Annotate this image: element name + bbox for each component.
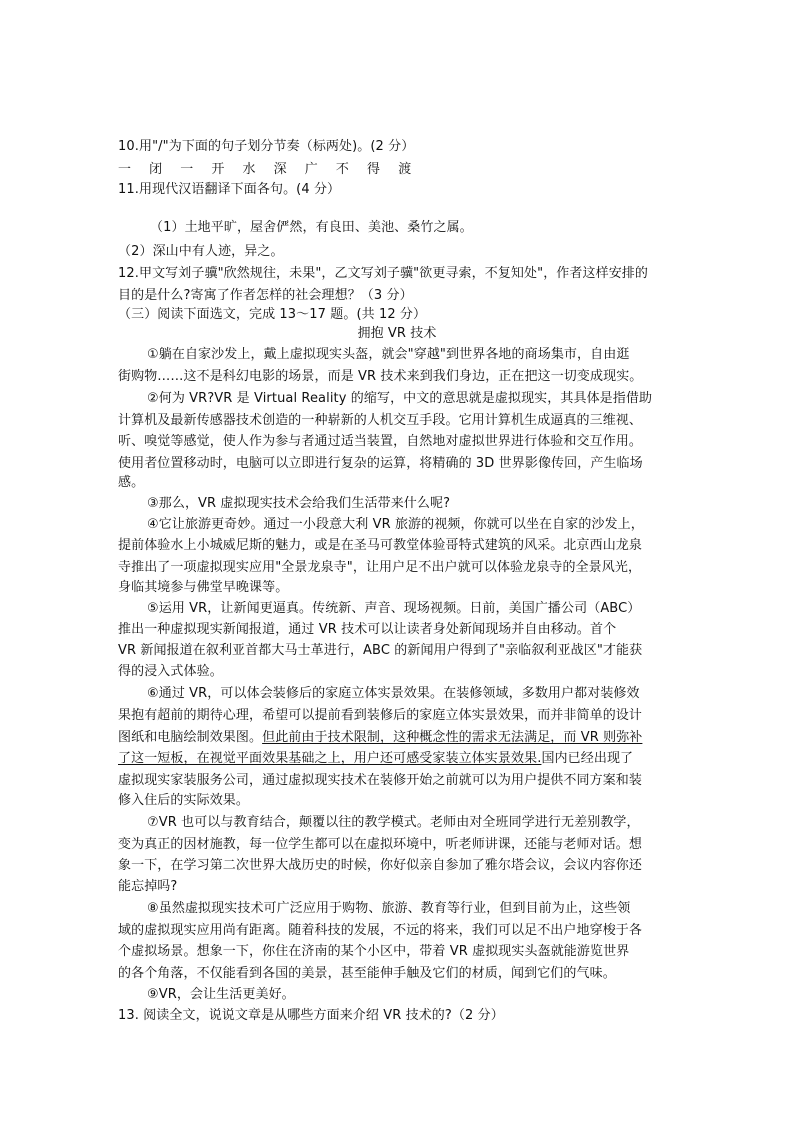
para6-line3-plain: 图纸和电脑绘制效果图。 <box>118 730 263 745</box>
para6-line4-plain: 国内已经出现了 <box>541 751 634 766</box>
para5-line1: ⑤运用 VR，让新闻更逼真。传统新、声音、现场视频。日前，美国广播公司（ABC） <box>147 601 641 616</box>
para6-line5: 虚拟现实家装服务公司，通过虚拟现实技术在装修开始之前就可以为用户提供不同方案和装 <box>118 773 643 788</box>
q11-item1: （1）土地平旷，屋舍俨然，有良田、美池、桑竹之属。 <box>150 220 473 235</box>
para2-line5: 感。 <box>118 475 145 490</box>
para1-line2: 街购物……这不是科幻电影的场景，而是 VR 技术来到我们身边，正在把这一切变成现实。 <box>118 369 643 384</box>
para7-line2: 变为真正的因材施教，每一位学生都可以在虚拟环境中，听老师讲课，还能与老师对话。想 <box>118 837 643 852</box>
para6-line3 <box>118 729 642 747</box>
para1-line1: ①躺在自家沙发上，戴上虚拟现实头盔，就会"穿越"到世界各地的商场集市，自由逛 <box>147 347 630 362</box>
para4-line1: ④它让旅游更奇妙。通过一小段意大利 VR 旅游的视频，你就可以坐在自家的沙发上， <box>147 517 644 532</box>
para4-line4: 身临其境参与佛堂早晚课等。 <box>118 580 289 595</box>
para6-line3-underlined: 但此前由于技术限制，这种概念性的需求无法满足，而 VR 则弥补 <box>262 730 643 745</box>
para5-line2: 推出一种虚拟现实新闻报道，通过 VR 技术可以让读者身处新闻现场并自由移动。首个 <box>118 622 617 637</box>
para7-line1: ⑦VR 也可以与教育结合，颠覆以往的教学模式。老师由对全班同学进行无差别教学， <box>147 815 640 830</box>
para7-line4: 能忘掉吗? <box>118 879 178 894</box>
para6-line6: 修入住后的实际效果。 <box>118 793 250 808</box>
para6-line4 <box>118 750 633 768</box>
para7-line3: 象一下，在学习第二次世界大战历史的时候，你好似亲自参加了雅尔塔会议，会议内容你还 <box>118 858 643 873</box>
para4-line3: 寺推出了一项虚拟现实应用"全景龙泉寺"，让用户足不出户就可以体验龙泉寺的全景风光， <box>118 560 642 575</box>
para5-line4: 得的浸入式体验。 <box>118 664 223 679</box>
para8-line2: 域的虚拟现实应用尚有距离。随着科技的发展，不远的将来，我们可以足不出户地穿梭于各 <box>118 923 643 938</box>
q11-item2: （2）深山中有人迹，异之。 <box>118 244 284 259</box>
para2-line3: 听、嗅觉等感觉，使人作为参与者通过适当装置，自然地对虚拟世界进行体验和交互作用。 <box>118 434 643 449</box>
q11-question: 11.用现代汉语翻译下面各句。(4 分） <box>118 182 341 197</box>
q10-sentence: 一 闭 一 开 水 深 广 不 得 渡 <box>118 162 419 177</box>
para6-line4-underlined: 了这一短板，在视觉平面效果基础之上，用户还可感受家装立体实景效果. <box>118 751 542 766</box>
q13-question: 13. 阅读全文，说说文章是从哪些方面来介绍 VR 技术的?（2 分） <box>118 1008 504 1023</box>
passage-title: 拥抱 VR 技术 <box>357 326 437 341</box>
section3-intro: （三）阅读下面选文，完成 13～17 题。(共 12 分） <box>118 307 427 322</box>
para8-line1: ⑧虽然虚拟现实技术可广泛应用于购物、旅游、教育等行业，但到目前为止，这些领 <box>147 901 631 916</box>
para8-line4: 的各个角落，不仅能看到各国的美景，甚至能伸手触及它们的材质，闻到它们的气味。 <box>118 966 616 981</box>
para2-line4: 使用者位置移动时，电脑可以立即进行复杂的运算，将精确的 3D 世界影像传回，产生临场 <box>118 456 643 471</box>
para2-line1: ②何为 VR?VR 是 Virtual Reality 的缩写，中文的意思就是虚拟现实，其具体是指借助 <box>147 391 653 406</box>
para3-line1: ③那么，VR 虚拟现实技术会给我们生活带来什么呢? <box>147 496 451 511</box>
para8-line3: 个虚拟场景。想象一下，你住在济南的某个小区中，带着 VR 虚拟现实头盔就能游览世界 <box>118 944 630 959</box>
q10-question: 10.用"/"为下面的句子划分节奏（标两处)。(2 分） <box>118 139 415 154</box>
para6-line1: ⑥通过 VR，可以体会装修后的家庭立体实景效果。在装修领域，多数用户都对装修效 <box>147 686 640 701</box>
para5-line3: VR 新闻报道在叙利亚首都大马士革进行，ABC 的新闻用户得到了"亲临叙利亚战区"才能获 <box>118 643 643 658</box>
para2-line2: 计算机及最新传感器技术创造的一种崭新的人机交互手段。它用计算机生成逼真的三维视、 <box>118 413 643 428</box>
para6-line2: 果抱有超前的期待心理，希望可以提前看到装修后的家庭立体实景效果，而并非简单的设计 <box>118 708 643 723</box>
q12-line1: 12.甲文写刘子骥"欣然规往，未果"，乙文写刘子骥"欲更寻索，不复知处"，作者这样安排的 <box>118 266 648 281</box>
para4-line2: 提前体验水上小城威尼斯的魅力，或是在圣马可教堂体验哥特式建筑的风采。北京西山龙泉 <box>118 538 643 553</box>
para9-line1: ⑨VR，会让生活更美好。 <box>147 987 295 1002</box>
q12-line2: 目的是什么?寄寓了作者怎样的社会理想？（3 分） <box>118 288 413 303</box>
